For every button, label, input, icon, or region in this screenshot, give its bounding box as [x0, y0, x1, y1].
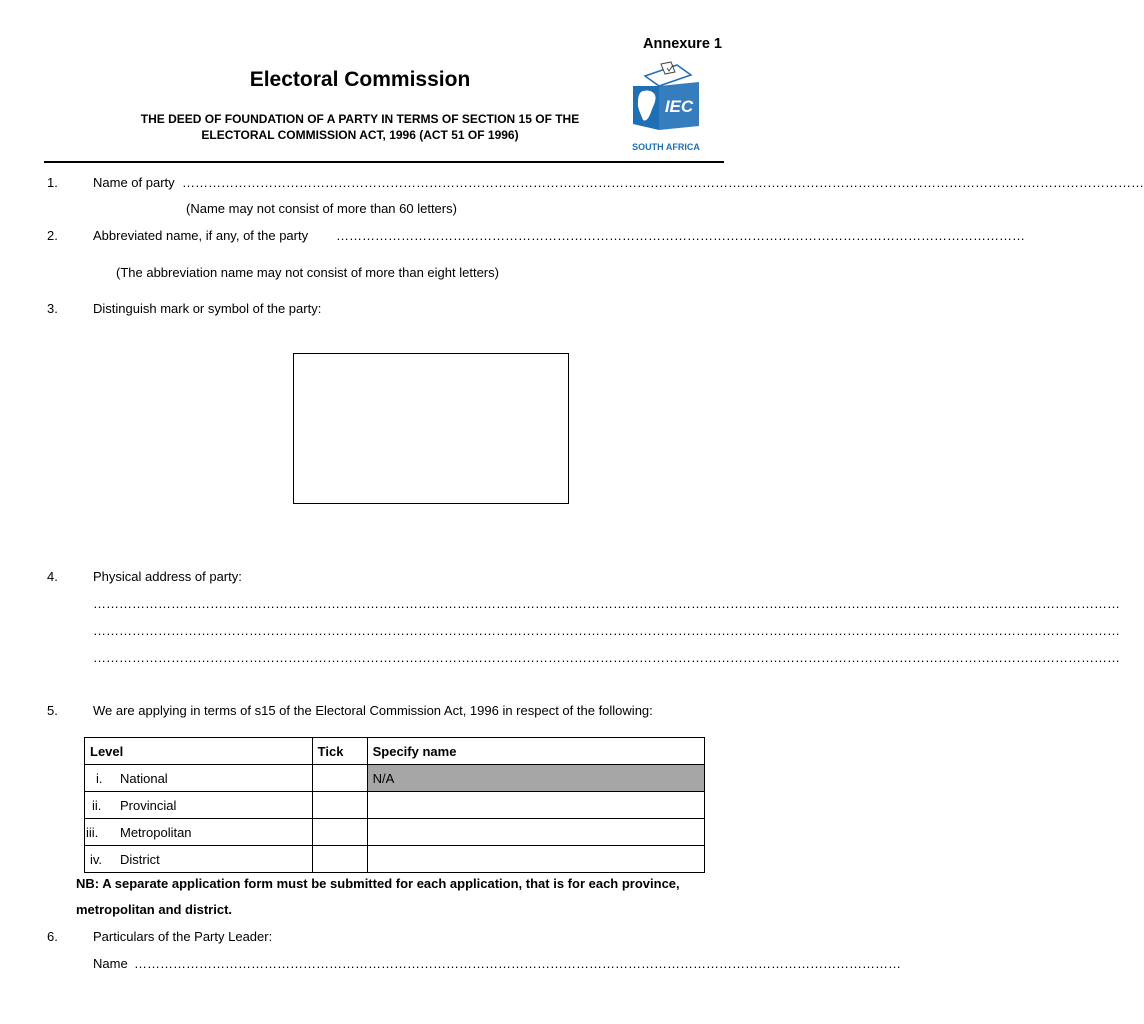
- row-numeral: iii.: [86, 824, 99, 840]
- item-2-label: Abbreviated name, if any, of the party: [93, 228, 309, 243]
- level-cell: [85, 792, 313, 819]
- page-title: Electoral Commission: [249, 68, 471, 91]
- item-5-label: We are applying in terms of s15 of the Electoral Commission Act, 1996 in respect of the following:: [93, 703, 653, 718]
- table-row: [85, 792, 705, 819]
- specify-name-cell-metropolitan[interactable]: [367, 819, 704, 846]
- header-specify-name: Specify name: [367, 738, 704, 765]
- table-row: [85, 765, 705, 792]
- level-name: National: [120, 770, 168, 786]
- row-numeral: i.: [96, 770, 103, 786]
- item-1-label: Name of party: [93, 175, 175, 190]
- level-cell: [85, 819, 313, 846]
- annexure-label: Annexure 1: [643, 36, 722, 52]
- iec-logo: [629, 62, 703, 156]
- tick-cell-national[interactable]: [312, 765, 367, 792]
- header-tick: Tick: [312, 738, 367, 765]
- level-name: Provincial: [120, 797, 177, 813]
- table-row: [85, 819, 705, 846]
- item-2-note: (The abbreviation name may not consist of more than eight letters): [116, 265, 499, 280]
- table-header-row: [85, 738, 705, 765]
- item-1-note: (Name may not consist of more than 60 letters): [186, 201, 457, 216]
- subtitle-line-1: THE DEED OF FOUNDATION OF A PARTY IN TERMS OF SECTION 15 OF THE: [140, 112, 580, 126]
- level-cell: [85, 846, 313, 873]
- application-levels-table: [84, 737, 705, 873]
- address-line-2[interactable]: …………………………………………………………………………………………………………………………………………………………………………………………………………………: [93, 623, 1120, 638]
- address-line-1[interactable]: …………………………………………………………………………………………………………………………………………………………………………………………………………………: [93, 596, 1120, 611]
- leader-name-field[interactable]: ……………………………………………………………………………………………………………………………………………………………: [134, 956, 901, 971]
- nb-line-1: NB: A separate application form must be submitted for each application, that is for each province,: [76, 876, 680, 891]
- item-1-number: 1.: [47, 175, 58, 190]
- header-level: Level: [85, 738, 313, 765]
- specify-name-cell-provincial[interactable]: [367, 792, 704, 819]
- tick-cell-district[interactable]: [312, 846, 367, 873]
- specify-name-cell-national: N/A: [367, 765, 704, 792]
- item-3-number: 3.: [47, 301, 58, 316]
- table-row: [85, 846, 705, 873]
- tick-cell-metropolitan[interactable]: [312, 819, 367, 846]
- party-symbol-box[interactable]: [293, 353, 569, 504]
- row-numeral: ii.: [92, 797, 102, 813]
- page-subtitle: [100, 111, 620, 143]
- row-numeral: iv.: [90, 851, 103, 867]
- nb-line-2: metropolitan and district.: [76, 902, 233, 917]
- header-divider: [44, 161, 724, 163]
- subtitle-line-2: ELECTORAL COMMISSION ACT, 1996 (ACT 51 OF 1996): [201, 128, 519, 142]
- item-4-label: Physical address of party:: [93, 569, 242, 584]
- item-3-label: Distinguish mark or symbol of the party:: [93, 301, 322, 316]
- item-2-number: 2.: [47, 228, 58, 243]
- abbreviated-name-field[interactable]: ……………………………………………………………………………………………………………………………………………: [336, 228, 1025, 243]
- logo-caption: SOUTH AFRICA: [632, 142, 700, 152]
- leader-name-label: Name: [93, 956, 128, 971]
- item-4-number: 4.: [47, 569, 58, 584]
- address-line-3[interactable]: …………………………………………………………………………………………………………………………………………………………………………………………………………………: [93, 650, 1120, 665]
- specify-name-cell-district[interactable]: [367, 846, 704, 873]
- item-6-label: Particulars of the Party Leader:: [93, 929, 273, 944]
- level-cell: [85, 765, 313, 792]
- tick-cell-provincial[interactable]: [312, 792, 367, 819]
- level-name: Metropolitan: [120, 824, 192, 840]
- item-5-number: 5.: [47, 703, 58, 718]
- logo-iec-text: IEC: [664, 97, 694, 116]
- item-6-number: 6.: [47, 929, 58, 944]
- party-name-field[interactable]: ……………………………………………………………………………………………………………………………………………………………………………………………………: [182, 175, 1144, 190]
- level-name: District: [120, 851, 160, 867]
